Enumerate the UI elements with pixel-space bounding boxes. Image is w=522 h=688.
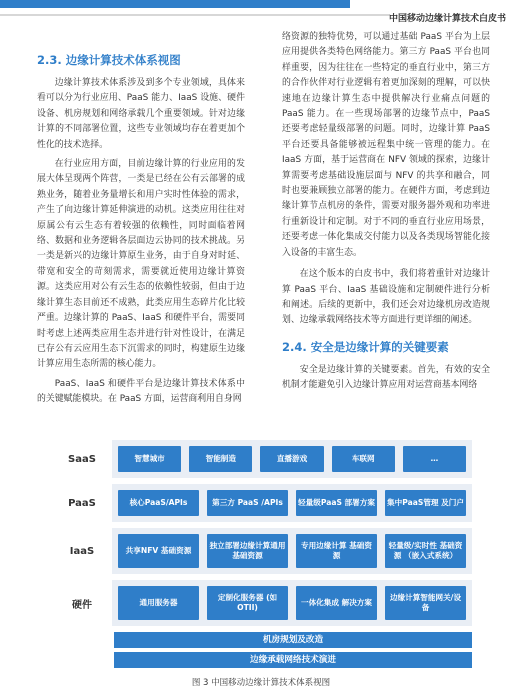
tile: 车联网 <box>332 446 395 472</box>
layer-band <box>112 484 472 522</box>
right-column <box>282 30 490 400</box>
layer-band <box>112 580 472 626</box>
page-header <box>0 0 522 26</box>
header-rule <box>0 14 390 16</box>
paragraph: 在行业应用方面，目前边缘计算的行业应用的发展大体呈现两个阵营，一类是已经在公有云部署的成熟业务，随着业务量增长和用户实时性体验的需求，产生了向边缘计算延伸演进的动机。这类应用往往对原属公有云生态有着较强的依赖性，同时面临着网络、数据和业务逻辑各层面边云协同的技术挑战。另一类是新兴的边缘计算原生业务，由于自身对时延、带宽和安全的苛刻需求，需要就近使用边缘计算资源。这类应用对公有云生态的依赖性较弱，但由于边缘计算生态目前还不成熟，此类应用生态碎片化比较严重。边缘计算的 PaaS、IaaS 和硬件平台，需要同时考虑上述两类应用生态并进行针对性设计，在满足已存公有云应用生态下沉需求的同时，构建原生边缘计算应用生态所需的核心能力。 <box>37 159 245 370</box>
layer-band <box>112 528 472 574</box>
tile: 独立部署边缘计算通用基础资源 <box>207 534 288 568</box>
tile: 通用服务器 <box>118 586 199 620</box>
layer-paas <box>52 484 472 522</box>
paragraph: 在这个版本的白皮书中，我们将着重针对边缘计算 PaaS 平台、IaaS 基础设施和定制硬件进行分析和阐述。后续的更新中，我们还会对边缘机房改造规划、边缘承载网络技术等方面进行更详细的阐述。 <box>282 269 490 326</box>
tile: 轻量级PaaS 部署方案 <box>296 490 377 516</box>
header-accent-bar <box>0 0 350 8</box>
architecture-diagram <box>52 440 472 672</box>
tile: 共享NFV 基础资源 <box>118 534 199 568</box>
paragraph: 络资源的独特优势，可以通过基础 PaaS 平台为上层应用提供各类特色网络能力。第三方 PaaS 平台也同样重要，因为往往在一些特定的垂直行业中，第三方的合作伙伴对行业逻辑有着更加深刻的理解，可以快速地在边缘计算生态中提供解决行业痛点问题的 PaaS 能力。在一些现场部署的边缘节点中，PaaS 还要考虑轻量级部署的问题。同时，边缘计算 PaaS 平台还要具备能够被远程集中统一管理的能力。在 IaaS 方面，基于运营商在 NFV 领域的探索，边缘计算需要考虑基础设施层面与 NFV 的共享和融合，同时也要兼顾独立部署的能力。在硬件方面，考虑到边缘计算节点机房的条件，需要对服务器外观和功率进行重新设计和定制。对于不同的垂直行业应用场景，还要考虑一体化集成交付能力以及各类现场智能化接入设备的丰富生态。 <box>282 32 490 258</box>
section-title-2-4: 2.4. 安全是边缘计算的关键要素 <box>282 339 449 354</box>
datacenter-bar: 机房规划及改造 <box>114 632 472 648</box>
paragraph: PaaS、IaaS 和硬件平台是边缘计算技术体系中的关键赋能模块。在 PaaS 方面，运营商利用自身网 <box>37 378 245 405</box>
layer-label: PaaS <box>68 497 96 509</box>
layer-iaas <box>52 528 472 574</box>
figure-caption: 图 3 中国移动边缘计算技术体系视图 <box>191 678 331 688</box>
header-title: 中国移动边缘计算技术白皮书 <box>388 14 506 24</box>
tile: 第三方 PaaS /APIs <box>207 490 288 516</box>
paragraph: 边缘计算技术体系涉及到多个专业领域，具体来看可以分为行业应用、PaaS 能力、IaaS 设施、硬件设备、机房规划和网络承载几个重要领域。针对边缘计算的不同部署位置，这些专业领域均存在着更加个性化的技术选择。 <box>37 78 245 150</box>
layer-saas <box>52 440 472 478</box>
network-bar: 边缘承载网络技术演进 <box>114 652 472 668</box>
tile: 集中PaaS管理 及门户 <box>385 490 466 516</box>
tile: 一体化集成 解决方案 <box>296 586 377 620</box>
tile: 智慧城市 <box>118 446 181 472</box>
layer-label: SaaS <box>68 453 96 465</box>
layer-label: IaaS <box>69 545 95 557</box>
paragraph: 安全是边缘计算的关键要素。首先，有效的安全机制才能避免引入边缘计算应用对运营商基本网络 <box>282 364 490 391</box>
tile: 直播游戏 <box>260 446 323 472</box>
tile: 核心PaaS/APIs <box>118 490 199 516</box>
section-title-2-3: 2.3. 边缘计算技术体系视图 <box>37 53 181 67</box>
tile: 定制化服务器 (如OTII) <box>207 586 288 620</box>
layer-hardware <box>52 580 472 626</box>
tile: 轻量级/实时性 基础资源 （嵌入式系统） <box>385 534 466 568</box>
tile: 智能制造 <box>189 446 252 472</box>
tile: 边缘计算智能网关/设备 <box>385 586 466 620</box>
layer-label: 硬件 <box>72 599 92 611</box>
tile: 专用边缘计算 基础资源 <box>296 534 377 568</box>
left-column <box>37 52 245 412</box>
layer-band <box>112 440 472 478</box>
tile: … <box>403 446 466 472</box>
